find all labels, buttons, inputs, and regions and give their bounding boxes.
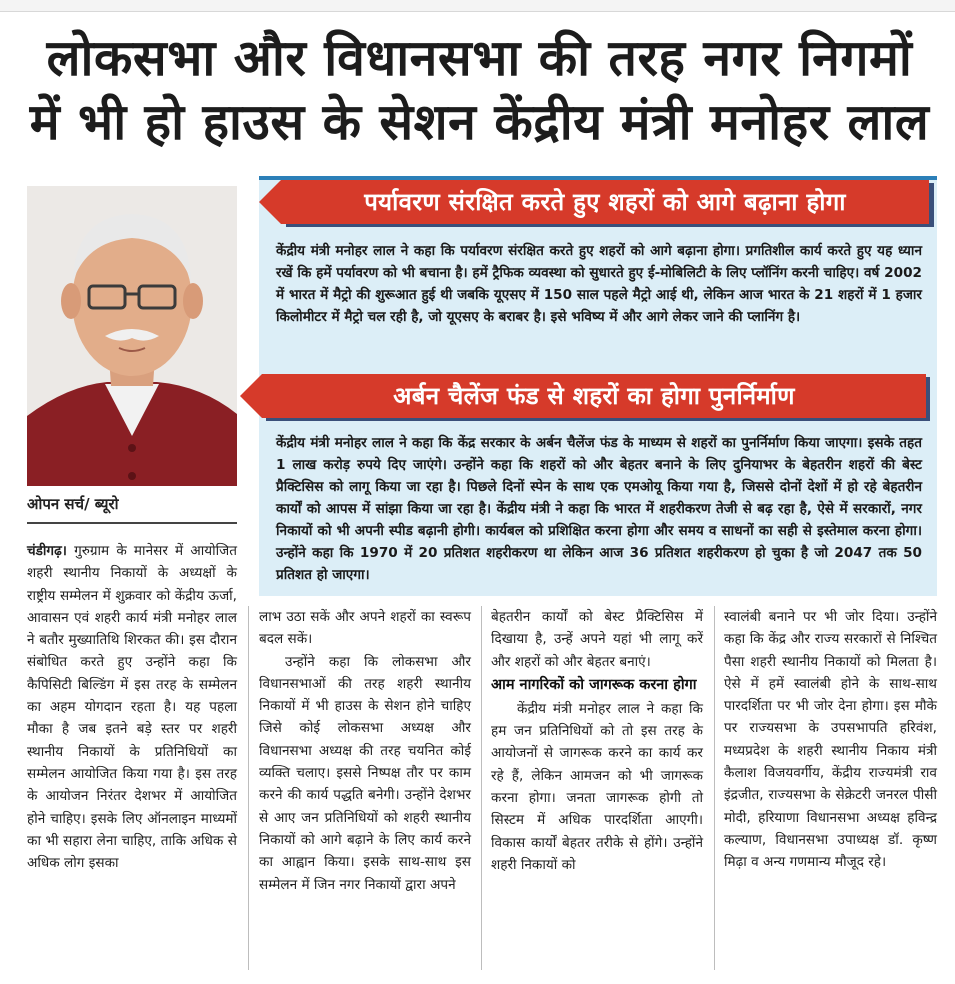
article-column-2-para-1: लाभ उठा सकें और अपने शहरों का स्वरूप बदल सकें। <box>259 609 471 648</box>
column-divider-1 <box>248 606 249 970</box>
article-column-1 <box>27 540 237 874</box>
article-column-3-para-1: बेहतरीन कार्यों को बेस्ट प्रैक्टिसिस में दिखाया है, उन्हें अपने यहां भी लागू करें और शहरों को और बेहतर बनाएं। <box>491 609 703 670</box>
headline-line-2: में भी हो हाउस के सेशन केंद्रीय मंत्री मनोहर लाल <box>29 93 930 151</box>
section-text-2: केंद्रीय मंत्री मनोहर लाल ने कहा कि केंद्र सरकार के अर्बन चैलेंज फंड के माध्यम से शहरों का पुनर्निर्माण किया जाएगा। इसके तहत 1 लाख करोड़ रुपये दिए जाएंगे। उन्होंने कहा कि शहरों को और बेहतर बनाने के लिए दुनियाभर के बेहतरीन शहरों की बेस्ट प्रैक्टिसिस को लागू किया जा रहा है। पिछले दिनों स्पेन के साथ एक एमओयू किया गया है, जिससे दोनों देशों में हो रहे बेहतरीन कार्यों को आपस में सांझा किया जा रहा है। केंद्रीय मंत्री ने कहा कि भारत में शहरीकरण तेजी से बढ़ रहा है, ऐसे में सरकारों, नगर निकायों को भी अपनी स्पीड बढ़ानी होगी। कार्यबल को प्रशिक्षित करना होगा और समय व साधनों का सही से इस्तेमाल करना होगा। उन्होंने कहा कि 1970 में 20 प्रतिशत शहरीकरण था लेकिन आज 36 प्रतिशत शहरीकरण हो चुका है जो 2047 तक 50 प्रतिशत हो जाएगा। <box>276 435 922 583</box>
dateline: चंडीगढ़। <box>27 543 67 559</box>
headline <box>22 26 937 154</box>
column-divider-3 <box>714 606 715 970</box>
article-column-4-text: स्वालंबी बनाने पर भी जोर दिया। उन्होंने कहा कि केंद्र और राज्य सरकारों से निश्चित पैसा शहरी स्थानीय निकायों को मिलता है। ऐसे में हमें स्वालंबी होने के साथ-साथ पारदर्शिता पर भी जोर देना होगा। इस मौके पर राज्यसभा के उपसभापति हरिवंश, मध्यप्रदेश के शहरी स्थानीय निकाय मंत्री कैलाश विजयवर्गीय, केंद्रीय राज्यमंत्री राव इंद्रजीत, राज्यसभा के सेक्रेटरी जनरल पीसी मोदी, हरियाणा विधानसभा अध्यक्ष हविन्द्र कल्याण, विधानसभा उपाध्यक्ष डॉ. कृष्ण मिढ़ा व अन्य गणमान्य मौजूद रहे। <box>724 609 937 871</box>
article-column-3-para-2-text: केंद्रीय मंत्री मनोहर लाल ने कहा कि हम जन प्रतिनिधियों को तो इस तरह के आयोजनों से जागरूक करने का कार्य कर रहे हैं, लेकिन आमजन को भी जागरूक करना होगा। जनता जागरूक होगी तो सिस्टम में अधिक पारदर्शिता आएगी। विकास कार्यों बेहतर तरीके से होंगे। उन्होंने शहरी निकायों को <box>491 700 703 873</box>
section-banner-1: पर्यावरण संरक्षित करते हुए शहरों को आगे बढ़ाना होगा <box>281 180 929 224</box>
minister-photo <box>27 186 237 486</box>
page-top-strip <box>0 0 955 12</box>
headline-line-1: लोकसभा और विधानसभा की तरह नगर निगमों <box>46 29 913 87</box>
section-banner-2: अर्बन चैलेंज फंड से शहरों का होगा पुनर्निर्माण <box>262 374 926 418</box>
article-column-2-para-2 <box>259 651 471 896</box>
byline: ओपन सर्च/ ब्यूरो <box>27 495 119 513</box>
article-column-3 <box>491 606 703 876</box>
article-column-2-para-2-text: उन्होंने कहा कि लोकसभा और विधानसभाओं की तरह शहरी स्थानीय निकायों में भी हाउस के सेशन होने चाहिए जिसे कोई लोकसभा अध्यक्ष और विधानसभा अध्यक्ष की तरह चयनित कोई व्यक्ति चलाए। इससे निष्पक्ष तौर पर काम करने की कार्य पद्धति बनेगी। उन्होंने देशभर से आए जन प्रतिनिधियों को शहरी स्थानीय निकायों को आगे बढ़ाने के लिए कार्य करने का आह्वान किया। इसके साथ-साथ इस सम्मेलन में जिन नगर निकायों द्वारा अपने <box>259 653 471 893</box>
column-divider-2 <box>481 606 482 970</box>
subheading-aware-citizens: आम नागरिकों को जागरूक करना होगा <box>491 676 697 693</box>
article-column-4 <box>724 606 937 874</box>
article-column-3-para-2 <box>491 698 703 876</box>
article-column-2 <box>259 606 471 896</box>
section-text-1: केंद्रीय मंत्री मनोहर लाल ने कहा कि पर्यावरण संरक्षित करते हुए शहरों को आगे बढ़ाना होगा। प्रगतिशील कार्य करते हुए यह ध्यान रखें कि हमें पर्यावरण को भी बचाना है। हमें ट्रैफिक व्यवस्था को सुधारते हुए ई-मोबिलिटी के लिए प्लॉनिंग करनी चाहिए। वर्ष 2002 में भारत में मैट्रो की शुरूआत हुई थी जबकि यूएसए में 150 साल पहले मैट्रो आई थी, लेकिन आज भारत के 21 शहरों में 1 हजार किलोमीटर में मैट्रो चल रही है, जो यूएसए के बराबर है। इसे भविष्य में और आगे लेकर जाने की प्लानिंग है। <box>276 243 922 325</box>
byline-rule <box>27 522 237 524</box>
article-column-1-text: गुरुग्राम के मानेसर में आयोजित शहरी स्थानीय निकायों के अध्यक्षों के राष्ट्रीय सम्मेलन में शुक्रवार को केंद्रीय ऊर्जा, आवासन एवं शहरी कार्य मंत्री मनोहर लाल ने बतौर मुख्यातिथि शिरकत की। इस दौरान संबोधित करते हुए उन्होंने कहा कि कैपिसिटी बिल्डिंग में इस तरह के सम्मेलन का अहम योगदान रहता है। यह पहला मौका है जब इतने बड़े स्तर पर शहरी स्थानीय निकायों के प्रतिनिधियों का सम्मेलन आयोजित किया गया है। इस तरह के आयोजन निरंतर देशभर में आयोजित होने चाहिए। इसके लिए ऑनलाइन माध्यमों का भी सहारा लेना चाहिए, ताकि अधिक से अधिक लोग इसका <box>27 543 237 872</box>
portrait-image <box>27 186 237 486</box>
